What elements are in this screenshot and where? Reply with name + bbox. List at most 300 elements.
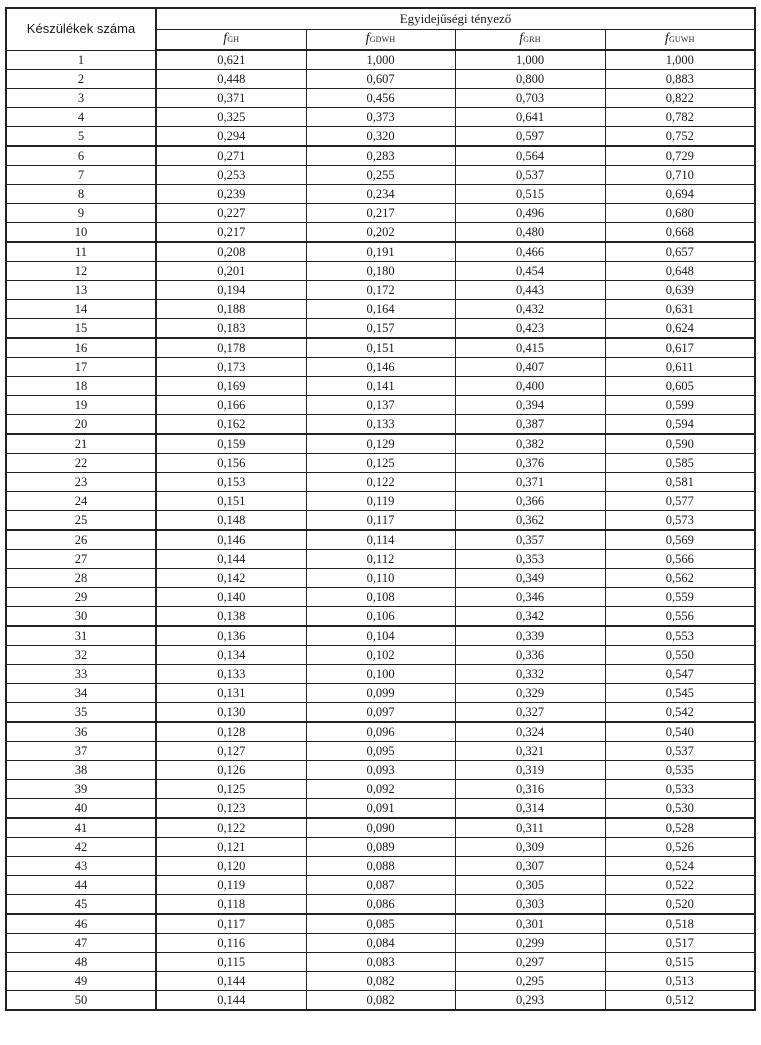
factor-value-cell: 0,599 bbox=[605, 396, 755, 415]
factor-value-cell: 0,234 bbox=[306, 185, 455, 204]
factor-value-cell: 1,000 bbox=[306, 50, 455, 70]
factor-value-cell: 0,547 bbox=[605, 665, 755, 684]
device-count-cell: 18 bbox=[6, 377, 156, 396]
factor-symbol: f bbox=[519, 31, 524, 46]
table-row bbox=[6, 146, 755, 166]
device-count-cell: 33 bbox=[6, 665, 156, 684]
factor-value-cell: 0,327 bbox=[455, 703, 605, 723]
factor-value-cell: 0,321 bbox=[455, 742, 605, 761]
factor-value-cell: 0,164 bbox=[306, 300, 455, 319]
factor-value-cell: 0,342 bbox=[455, 607, 605, 627]
table-row bbox=[6, 934, 755, 953]
factor-subscript: GH bbox=[227, 35, 240, 44]
factor-value-cell: 0,782 bbox=[605, 108, 755, 127]
factor-subscript: GRH bbox=[523, 35, 541, 44]
factor-value-cell: 0,305 bbox=[455, 876, 605, 895]
factor-value-cell: 0,144 bbox=[156, 991, 306, 1011]
factor-value-cell: 0,382 bbox=[455, 434, 605, 454]
factor-value-cell: 0,423 bbox=[455, 319, 605, 339]
factor-value-cell: 0,387 bbox=[455, 415, 605, 435]
factor-value-cell: 0,443 bbox=[455, 281, 605, 300]
device-count-cell: 48 bbox=[6, 953, 156, 972]
factor-value-cell: 0,253 bbox=[156, 166, 306, 185]
factor-value-cell: 0,082 bbox=[306, 991, 455, 1011]
device-count-cell: 46 bbox=[6, 914, 156, 934]
factor-value-cell: 0,400 bbox=[455, 377, 605, 396]
factor-value-cell: 0,530 bbox=[605, 799, 755, 819]
device-count-cell: 7 bbox=[6, 166, 156, 185]
factor-value-cell: 0,301 bbox=[455, 914, 605, 934]
factor-value-cell: 0,316 bbox=[455, 780, 605, 799]
factor-value-cell: 0,537 bbox=[455, 166, 605, 185]
table-row bbox=[6, 703, 755, 723]
device-count-cell: 19 bbox=[6, 396, 156, 415]
factor-value-cell: 0,415 bbox=[455, 338, 605, 358]
device-count-cell: 29 bbox=[6, 588, 156, 607]
factor-value-cell: 0,752 bbox=[605, 127, 755, 147]
factor-value-cell: 0,314 bbox=[455, 799, 605, 819]
factor-value-cell: 0,376 bbox=[455, 454, 605, 473]
factor-value-cell: 0,540 bbox=[605, 722, 755, 742]
factor-value-cell: 0,566 bbox=[605, 550, 755, 569]
device-count-cell: 31 bbox=[6, 626, 156, 646]
factor-value-cell: 0,151 bbox=[156, 492, 306, 511]
factor-value-cell: 0,668 bbox=[605, 223, 755, 243]
factor-value-cell: 0,120 bbox=[156, 857, 306, 876]
factor-value-cell: 0,156 bbox=[156, 454, 306, 473]
factor-value-cell: 0,585 bbox=[605, 454, 755, 473]
factor-value-cell: 0,641 bbox=[455, 108, 605, 127]
factor-value-cell: 0,183 bbox=[156, 319, 306, 339]
factor-value-cell: 0,119 bbox=[306, 492, 455, 511]
factor-value-cell: 0,454 bbox=[455, 262, 605, 281]
factor-value-cell: 0,336 bbox=[455, 646, 605, 665]
factor-value-cell: 0,239 bbox=[156, 185, 306, 204]
factor-value-cell: 0,283 bbox=[306, 146, 455, 166]
factor-value-cell: 0,134 bbox=[156, 646, 306, 665]
factor-value-cell: 0,125 bbox=[306, 454, 455, 473]
factor-value-cell: 0,102 bbox=[306, 646, 455, 665]
device-count-cell: 28 bbox=[6, 569, 156, 588]
factor-value-cell: 0,407 bbox=[455, 358, 605, 377]
factor-value-cell: 0,086 bbox=[306, 895, 455, 915]
factor-value-cell: 0,325 bbox=[156, 108, 306, 127]
factor-value-cell: 0,597 bbox=[455, 127, 605, 147]
factor-value-cell: 0,142 bbox=[156, 569, 306, 588]
factor-subscript: GDWH bbox=[369, 35, 396, 44]
factor-value-cell: 0,130 bbox=[156, 703, 306, 723]
table-row bbox=[6, 588, 755, 607]
factor-value-cell: 0,144 bbox=[156, 972, 306, 991]
factor-value-cell: 0,201 bbox=[156, 262, 306, 281]
table-row bbox=[6, 166, 755, 185]
table-row bbox=[6, 607, 755, 627]
table-row bbox=[6, 377, 755, 396]
table-row bbox=[6, 454, 755, 473]
factor-value-cell: 0,169 bbox=[156, 377, 306, 396]
factor-value-cell: 0,122 bbox=[156, 818, 306, 838]
factor-value-cell: 0,456 bbox=[306, 89, 455, 108]
factor-value-cell: 0,133 bbox=[306, 415, 455, 435]
device-count-header: Készülékek száma bbox=[6, 8, 156, 50]
factor-value-cell: 0,319 bbox=[455, 761, 605, 780]
factor-value-cell: 0,309 bbox=[455, 838, 605, 857]
factor-value-cell: 0,116 bbox=[156, 934, 306, 953]
factor-value-cell: 0,605 bbox=[605, 377, 755, 396]
factor-value-cell: 0,173 bbox=[156, 358, 306, 377]
factor-value-cell: 0,631 bbox=[605, 300, 755, 319]
factor-value-cell: 0,089 bbox=[306, 838, 455, 857]
factor-value-cell: 0,194 bbox=[156, 281, 306, 300]
factor-value-cell: 0,129 bbox=[306, 434, 455, 454]
factor-value-cell: 0,227 bbox=[156, 204, 306, 223]
table-row bbox=[6, 434, 755, 454]
factor-value-cell: 0,082 bbox=[306, 972, 455, 991]
factor-value-cell: 0,710 bbox=[605, 166, 755, 185]
device-count-cell: 38 bbox=[6, 761, 156, 780]
factor-value-cell: 0,293 bbox=[455, 991, 605, 1011]
device-count-cell: 5 bbox=[6, 127, 156, 147]
factor-value-cell: 0,157 bbox=[306, 319, 455, 339]
table-row bbox=[6, 761, 755, 780]
device-count-cell: 20 bbox=[6, 415, 156, 435]
table-row bbox=[6, 991, 755, 1011]
column-header-gdwh bbox=[306, 30, 455, 51]
factor-value-cell: 0,146 bbox=[156, 530, 306, 550]
factor-value-cell: 0,311 bbox=[455, 818, 605, 838]
table-row bbox=[6, 338, 755, 358]
factor-value-cell: 0,217 bbox=[306, 204, 455, 223]
factor-value-cell: 0,083 bbox=[306, 953, 455, 972]
factor-value-cell: 0,522 bbox=[605, 876, 755, 895]
factor-value-cell: 0,515 bbox=[605, 953, 755, 972]
table-row bbox=[6, 50, 755, 70]
table-row bbox=[6, 511, 755, 531]
factor-value-cell: 0,800 bbox=[455, 70, 605, 89]
device-count-cell: 34 bbox=[6, 684, 156, 703]
factor-value-cell: 0,556 bbox=[605, 607, 755, 627]
factor-value-cell: 0,146 bbox=[306, 358, 455, 377]
factor-value-cell: 0,303 bbox=[455, 895, 605, 915]
factor-value-cell: 0,320 bbox=[306, 127, 455, 147]
table-row bbox=[6, 358, 755, 377]
device-count-cell: 27 bbox=[6, 550, 156, 569]
table-row bbox=[6, 530, 755, 550]
factor-value-cell: 0,353 bbox=[455, 550, 605, 569]
table-row bbox=[6, 242, 755, 262]
factor-value-cell: 0,324 bbox=[455, 722, 605, 742]
factor-value-cell: 0,126 bbox=[156, 761, 306, 780]
factor-value-cell: 0,104 bbox=[306, 626, 455, 646]
table-row bbox=[6, 108, 755, 127]
table-row bbox=[6, 396, 755, 415]
device-count-cell: 16 bbox=[6, 338, 156, 358]
factor-value-cell: 0,657 bbox=[605, 242, 755, 262]
factor-value-cell: 0,136 bbox=[156, 626, 306, 646]
factor-value-cell: 0,517 bbox=[605, 934, 755, 953]
device-count-cell: 42 bbox=[6, 838, 156, 857]
factor-value-cell: 0,092 bbox=[306, 780, 455, 799]
table-row bbox=[6, 876, 755, 895]
factor-value-cell: 0,100 bbox=[306, 665, 455, 684]
device-count-cell: 11 bbox=[6, 242, 156, 262]
factor-value-cell: 0,533 bbox=[605, 780, 755, 799]
factor-value-cell: 0,093 bbox=[306, 761, 455, 780]
factor-value-cell: 0,123 bbox=[156, 799, 306, 819]
table-row bbox=[6, 492, 755, 511]
factor-value-cell: 0,515 bbox=[455, 185, 605, 204]
factor-value-cell: 0,694 bbox=[605, 185, 755, 204]
device-count-cell: 41 bbox=[6, 818, 156, 838]
factor-value-cell: 0,480 bbox=[455, 223, 605, 243]
factor-value-cell: 0,084 bbox=[306, 934, 455, 953]
device-count-cell: 4 bbox=[6, 108, 156, 127]
factor-value-cell: 0,117 bbox=[156, 914, 306, 934]
factor-value-cell: 0,332 bbox=[455, 665, 605, 684]
device-count-cell: 23 bbox=[6, 473, 156, 492]
factor-value-cell: 0,122 bbox=[306, 473, 455, 492]
factor-value-cell: 0,114 bbox=[306, 530, 455, 550]
factor-value-cell: 0,148 bbox=[156, 511, 306, 531]
factor-value-cell: 0,680 bbox=[605, 204, 755, 223]
factor-symbol: f bbox=[664, 31, 669, 46]
factor-value-cell: 0,339 bbox=[455, 626, 605, 646]
factor-value-cell: 0,095 bbox=[306, 742, 455, 761]
factor-value-cell: 0,091 bbox=[306, 799, 455, 819]
factor-value-cell: 0,151 bbox=[306, 338, 455, 358]
table-row bbox=[6, 914, 755, 934]
factor-value-cell: 0,255 bbox=[306, 166, 455, 185]
factor-value-cell: 0,096 bbox=[306, 722, 455, 742]
factor-value-cell: 0,166 bbox=[156, 396, 306, 415]
factor-value-cell: 0,307 bbox=[455, 857, 605, 876]
table-row bbox=[6, 89, 755, 108]
factor-value-cell: 0,162 bbox=[156, 415, 306, 435]
factor-value-cell: 0,178 bbox=[156, 338, 306, 358]
factor-value-cell: 0,822 bbox=[605, 89, 755, 108]
factor-value-cell: 0,159 bbox=[156, 434, 306, 454]
factor-value-cell: 0,295 bbox=[455, 972, 605, 991]
table-row bbox=[6, 550, 755, 569]
factor-value-cell: 0,108 bbox=[306, 588, 455, 607]
factor-value-cell: 0,432 bbox=[455, 300, 605, 319]
factor-value-cell: 0,117 bbox=[306, 511, 455, 531]
factor-value-cell: 0,119 bbox=[156, 876, 306, 895]
factor-symbol: f bbox=[223, 31, 228, 46]
table-row bbox=[6, 818, 755, 838]
table-row bbox=[6, 646, 755, 665]
table-row bbox=[6, 626, 755, 646]
factor-value-cell: 0,703 bbox=[455, 89, 605, 108]
device-count-cell: 3 bbox=[6, 89, 156, 108]
factor-value-cell: 0,569 bbox=[605, 530, 755, 550]
column-header-gh bbox=[156, 30, 306, 51]
factor-value-cell: 0,564 bbox=[455, 146, 605, 166]
factor-value-cell: 0,110 bbox=[306, 569, 455, 588]
factor-value-cell: 0,085 bbox=[306, 914, 455, 934]
device-count-cell: 35 bbox=[6, 703, 156, 723]
table-row bbox=[6, 319, 755, 339]
factor-value-cell: 0,362 bbox=[455, 511, 605, 531]
factor-value-cell: 0,299 bbox=[455, 934, 605, 953]
factor-value-cell: 0,466 bbox=[455, 242, 605, 262]
device-count-cell: 45 bbox=[6, 895, 156, 915]
table-row bbox=[6, 780, 755, 799]
factor-value-cell: 0,217 bbox=[156, 223, 306, 243]
device-count-cell: 25 bbox=[6, 511, 156, 531]
table-row bbox=[6, 665, 755, 684]
table-row bbox=[6, 473, 755, 492]
table-row bbox=[6, 742, 755, 761]
factor-value-cell: 0,297 bbox=[455, 953, 605, 972]
factor-value-cell: 0,191 bbox=[306, 242, 455, 262]
factor-value-cell: 0,496 bbox=[455, 204, 605, 223]
device-count-cell: 22 bbox=[6, 454, 156, 473]
device-count-cell: 10 bbox=[6, 223, 156, 243]
factor-value-cell: 0,594 bbox=[605, 415, 755, 435]
factor-value-cell: 0,559 bbox=[605, 588, 755, 607]
factor-value-cell: 0,131 bbox=[156, 684, 306, 703]
factor-value-cell: 0,294 bbox=[156, 127, 306, 147]
factor-value-cell: 0,106 bbox=[306, 607, 455, 627]
device-count-cell: 14 bbox=[6, 300, 156, 319]
device-count-cell: 6 bbox=[6, 146, 156, 166]
factor-value-cell: 0,141 bbox=[306, 377, 455, 396]
device-count-cell: 15 bbox=[6, 319, 156, 339]
factor-value-cell: 0,524 bbox=[605, 857, 755, 876]
device-count-cell: 40 bbox=[6, 799, 156, 819]
factor-value-cell: 0,088 bbox=[306, 857, 455, 876]
factor-value-cell: 0,118 bbox=[156, 895, 306, 915]
factor-value-cell: 0,535 bbox=[605, 761, 755, 780]
factor-value-cell: 0,553 bbox=[605, 626, 755, 646]
factor-value-cell: 0,357 bbox=[455, 530, 605, 550]
factor-value-cell: 1,000 bbox=[455, 50, 605, 70]
column-header-grh bbox=[455, 30, 605, 51]
factor-value-cell: 0,127 bbox=[156, 742, 306, 761]
table-row bbox=[6, 300, 755, 319]
factor-value-cell: 0,271 bbox=[156, 146, 306, 166]
factor-value-cell: 0,611 bbox=[605, 358, 755, 377]
factor-value-cell: 0,144 bbox=[156, 550, 306, 569]
device-count-cell: 44 bbox=[6, 876, 156, 895]
factor-value-cell: 0,607 bbox=[306, 70, 455, 89]
factor-value-cell: 0,115 bbox=[156, 953, 306, 972]
device-count-cell: 43 bbox=[6, 857, 156, 876]
factor-value-cell: 0,639 bbox=[605, 281, 755, 300]
factor-value-cell: 0,550 bbox=[605, 646, 755, 665]
factor-value-cell: 0,577 bbox=[605, 492, 755, 511]
factor-value-cell: 0,545 bbox=[605, 684, 755, 703]
factor-value-cell: 0,366 bbox=[455, 492, 605, 511]
table-row bbox=[6, 838, 755, 857]
device-count-cell: 36 bbox=[6, 722, 156, 742]
factor-value-cell: 0,346 bbox=[455, 588, 605, 607]
factor-value-cell: 0,112 bbox=[306, 550, 455, 569]
table-row bbox=[6, 953, 755, 972]
table-row bbox=[6, 185, 755, 204]
factor-value-cell: 0,208 bbox=[156, 242, 306, 262]
factor-value-cell: 0,188 bbox=[156, 300, 306, 319]
simultaneity-factor-table bbox=[5, 7, 756, 1011]
device-count-cell: 12 bbox=[6, 262, 156, 281]
table-row bbox=[6, 223, 755, 243]
factor-value-cell: 0,883 bbox=[605, 70, 755, 89]
table-row bbox=[6, 281, 755, 300]
factor-value-cell: 0,621 bbox=[156, 50, 306, 70]
device-count-cell: 30 bbox=[6, 607, 156, 627]
factor-value-cell: 0,528 bbox=[605, 818, 755, 838]
factor-value-cell: 0,097 bbox=[306, 703, 455, 723]
factor-value-cell: 0,371 bbox=[156, 89, 306, 108]
factor-value-cell: 0,518 bbox=[605, 914, 755, 934]
device-count-cell: 17 bbox=[6, 358, 156, 377]
factor-value-cell: 0,180 bbox=[306, 262, 455, 281]
factor-symbol: f bbox=[365, 31, 370, 46]
device-count-cell: 9 bbox=[6, 204, 156, 223]
factor-value-cell: 0,573 bbox=[605, 511, 755, 531]
device-count-cell: 8 bbox=[6, 185, 156, 204]
device-count-cell: 49 bbox=[6, 972, 156, 991]
device-count-cell: 39 bbox=[6, 780, 156, 799]
factor-value-cell: 0,349 bbox=[455, 569, 605, 588]
factor-value-cell: 0,138 bbox=[156, 607, 306, 627]
factor-value-cell: 0,537 bbox=[605, 742, 755, 761]
device-count-cell: 37 bbox=[6, 742, 156, 761]
table-row bbox=[6, 857, 755, 876]
table-row bbox=[6, 722, 755, 742]
device-count-cell: 24 bbox=[6, 492, 156, 511]
factor-value-cell: 0,153 bbox=[156, 473, 306, 492]
factor-value-cell: 0,121 bbox=[156, 838, 306, 857]
factor-value-cell: 0,581 bbox=[605, 473, 755, 492]
factor-value-cell: 0,520 bbox=[605, 895, 755, 915]
factor-value-cell: 0,513 bbox=[605, 972, 755, 991]
device-count-cell: 47 bbox=[6, 934, 156, 953]
factor-value-cell: 0,526 bbox=[605, 838, 755, 857]
factor-value-cell: 0,448 bbox=[156, 70, 306, 89]
table-row bbox=[6, 262, 755, 281]
simultaneity-factor-header: Egyidejűségi tényező bbox=[156, 8, 755, 30]
factor-value-cell: 0,202 bbox=[306, 223, 455, 243]
factor-value-cell: 0,590 bbox=[605, 434, 755, 454]
device-count-cell: 21 bbox=[6, 434, 156, 454]
table-row bbox=[6, 127, 755, 147]
factor-value-cell: 0,371 bbox=[455, 473, 605, 492]
factor-value-cell: 0,512 bbox=[605, 991, 755, 1011]
factor-value-cell: 0,617 bbox=[605, 338, 755, 358]
factor-value-cell: 0,087 bbox=[306, 876, 455, 895]
device-count-cell: 50 bbox=[6, 991, 156, 1011]
table-row bbox=[6, 204, 755, 223]
table-row bbox=[6, 895, 755, 915]
factor-value-cell: 0,099 bbox=[306, 684, 455, 703]
device-count-cell: 32 bbox=[6, 646, 156, 665]
table-row bbox=[6, 684, 755, 703]
factor-value-cell: 0,394 bbox=[455, 396, 605, 415]
factor-value-cell: 0,172 bbox=[306, 281, 455, 300]
factor-value-cell: 0,624 bbox=[605, 319, 755, 339]
factor-subscript: GUWH bbox=[668, 35, 695, 44]
table-row bbox=[6, 799, 755, 819]
table-row bbox=[6, 70, 755, 89]
factor-value-cell: 0,125 bbox=[156, 780, 306, 799]
factor-value-cell: 0,729 bbox=[605, 146, 755, 166]
factor-value-cell: 0,090 bbox=[306, 818, 455, 838]
factor-value-cell: 0,128 bbox=[156, 722, 306, 742]
table-row bbox=[6, 569, 755, 588]
factor-value-cell: 0,373 bbox=[306, 108, 455, 127]
